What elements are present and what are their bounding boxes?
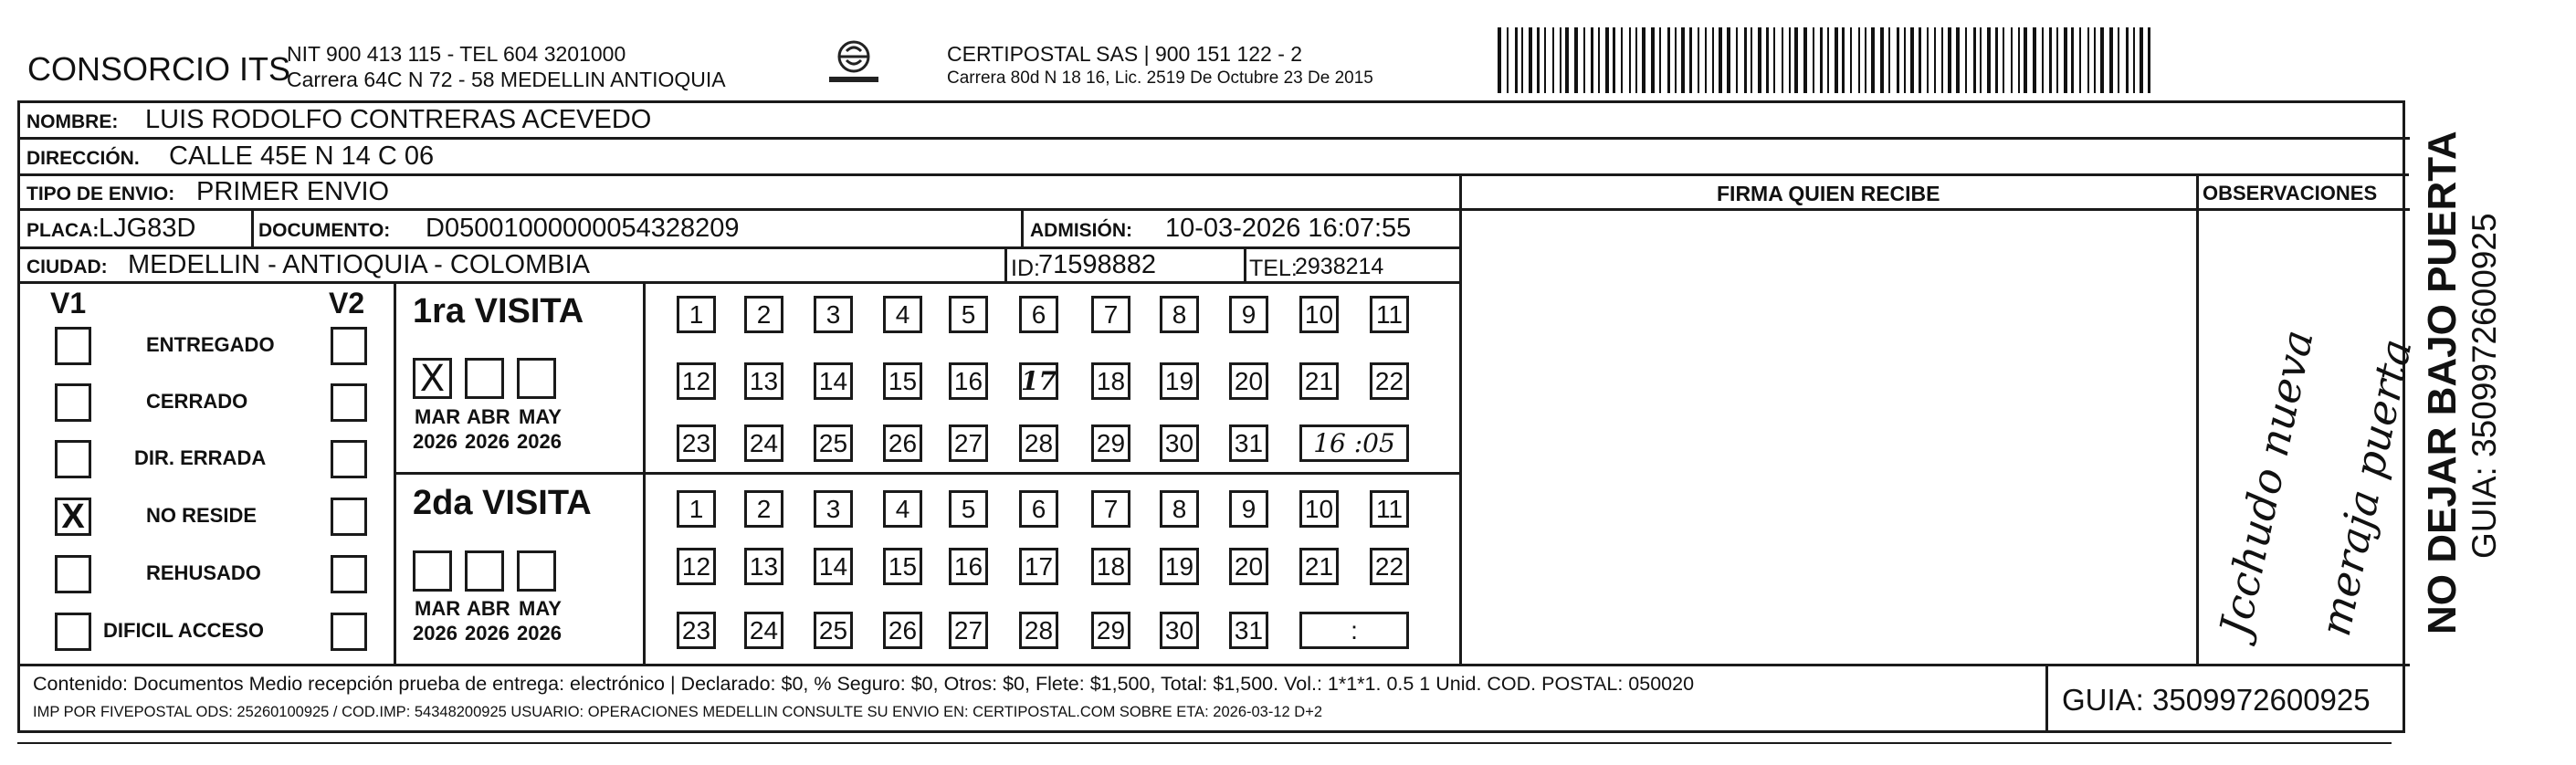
visit1-day-box[interactable]: 27 xyxy=(949,424,988,462)
visit1-day-box[interactable]: 13 xyxy=(744,362,783,400)
visit1-day-box[interactable]: 2 xyxy=(744,296,783,333)
document-label: DOCUMENTO: xyxy=(258,220,391,241)
admission-value: 10-03-2026 16:07:55 xyxy=(1165,214,1412,243)
visit1-day-box[interactable]: 8 xyxy=(1160,296,1199,333)
visit1-day-box[interactable]: 21 xyxy=(1299,362,1339,400)
visit2-title: 2da VISITA xyxy=(413,484,592,522)
name-label: NOMBRE: xyxy=(26,111,119,132)
visit2-day-box[interactable]: 18 xyxy=(1091,548,1130,585)
id-value: 71598882 xyxy=(1038,250,1157,279)
visit2-day-box[interactable]: 12 xyxy=(677,548,716,585)
visit1-day-box[interactable]: 4 xyxy=(883,296,922,333)
visit2-day-box[interactable]: 14 xyxy=(814,548,853,585)
visit1-day-box[interactable]: 22 xyxy=(1370,362,1409,400)
status-v2-checkbox[interactable] xyxy=(331,498,367,536)
visit2-year-label: 2026 xyxy=(517,622,562,644)
recipient-name: LUIS RODOLFO CONTRERAS ACEVEDO xyxy=(145,105,652,134)
status-v1-checkbox[interactable] xyxy=(55,613,91,651)
status-v1-checkbox[interactable]: X xyxy=(55,498,91,536)
visit1-day-box[interactable]: 16 xyxy=(949,362,988,400)
city-label: CIUDAD: xyxy=(26,257,108,278)
visit2-day-box[interactable]: 10 xyxy=(1299,490,1339,528)
tel-label: TEL: xyxy=(1249,256,1298,281)
visit1-day-box[interactable]: 19 xyxy=(1160,362,1199,400)
visit2-day-box[interactable]: 26 xyxy=(883,612,922,649)
side-warning: NO DEJAR BAJO PUERTA xyxy=(2420,131,2465,634)
visit2-day-box[interactable]: 1 xyxy=(677,490,716,528)
visit2-day-box[interactable]: 2 xyxy=(744,490,783,528)
visit2-month-label: MAY xyxy=(519,597,562,620)
visit2-day-box[interactable]: 17 xyxy=(1019,548,1058,585)
visit1-day-box[interactable]: 30 xyxy=(1160,424,1199,462)
visit1-day-box[interactable]: 31 xyxy=(1229,424,1268,462)
visit1-day-box[interactable]: 5 xyxy=(949,296,988,333)
admission-label: ADMISIÓN: xyxy=(1030,220,1132,241)
visit2-day-box[interactable]: 8 xyxy=(1160,490,1199,528)
status-v2-checkbox[interactable] xyxy=(331,327,367,365)
status-label: ENTREGADO xyxy=(146,333,275,356)
visit1-day-box[interactable]: 1 xyxy=(677,296,716,333)
visit1-day-box[interactable]: 20 xyxy=(1229,362,1268,400)
visit2-month-checkbox[interactable] xyxy=(517,550,556,592)
status-label: DIFICIL ACCESO xyxy=(103,619,265,642)
company-line1: NIT 900 413 115 - TEL 604 3201000 xyxy=(287,42,626,66)
visit1-year-label: 2026 xyxy=(517,430,562,453)
id-label: ID: xyxy=(1011,256,1040,281)
visit1-day-box[interactable]: 28 xyxy=(1019,424,1058,462)
status-v2-checkbox[interactable] xyxy=(331,383,367,422)
visit2-day-box[interactable]: 7 xyxy=(1091,490,1130,528)
visit2-day-box[interactable]: 13 xyxy=(744,548,783,585)
footer-line1: Contenido: Documentos Medio recepción prueba de entrega: electrónico | Declarado: $0, % Seguro: $0, Otros: $0, Flete: $1,500, Total: $1,500. Vol.: 1*1*1. 0.5 1 Unid. COD. POSTAL: 050020 xyxy=(33,673,1695,695)
status-label: REHUSADO xyxy=(146,561,261,584)
visit2-month-label: MAR xyxy=(415,597,461,620)
visit1-day-box[interactable]: 6 xyxy=(1019,296,1058,333)
visit2-day-box[interactable]: 22 xyxy=(1370,548,1409,585)
visit1-day-box[interactable]: 15 xyxy=(883,362,922,400)
signature-area[interactable] xyxy=(1462,211,2194,663)
visit1-month-label: MAR xyxy=(415,405,461,428)
status-label: NO RESIDE xyxy=(146,504,258,527)
visit1-day-box[interactable]: 17 xyxy=(1019,362,1058,400)
visit2-year-label: 2026 xyxy=(413,622,457,644)
visit2-day-box[interactable]: 23 xyxy=(677,612,716,649)
visit2-day-box[interactable]: 30 xyxy=(1160,612,1199,649)
visit1-day-box[interactable]: 24 xyxy=(744,424,783,462)
visit2-day-box[interactable]: 31 xyxy=(1229,612,1268,649)
visit2-day-box[interactable]: 15 xyxy=(883,548,922,585)
visit2-year-label: 2026 xyxy=(465,622,510,644)
visit2-month-label: ABR xyxy=(467,597,510,620)
v1-label: V1 xyxy=(50,287,87,320)
document-value: D05001000000054328209 xyxy=(426,214,740,243)
logo-icon xyxy=(822,37,886,91)
visit2-day-box[interactable]: 3 xyxy=(814,490,853,528)
status-v1-checkbox[interactable] xyxy=(55,440,91,478)
visit2-day-box[interactable]: 4 xyxy=(883,490,922,528)
visit1-day-box[interactable]: 29 xyxy=(1091,424,1130,462)
visit2-day-box[interactable]: 11 xyxy=(1370,490,1409,528)
visit1-day-box[interactable]: 12 xyxy=(677,362,716,400)
visit1-month-checkbox[interactable]: X xyxy=(413,358,452,399)
company-line2: Carrera 64C N 72 - 58 MEDELLIN ANTIOQUIA xyxy=(287,68,726,91)
visit1-day-box[interactable]: 14 xyxy=(814,362,853,400)
visit2-day-box[interactable]: 29 xyxy=(1091,612,1130,649)
status-label: DIR. ERRADA xyxy=(134,446,267,469)
status-label: CERRADO xyxy=(146,390,248,413)
observations-handwriting-2: meraja puerta xyxy=(2310,334,2422,641)
visit1-month-label: MAY xyxy=(519,405,562,428)
visit2-day-box[interactable]: 24 xyxy=(744,612,783,649)
visit1-month-checkbox[interactable] xyxy=(465,358,504,399)
visit1-time-box[interactable]: 16 :05 xyxy=(1299,424,1409,462)
certipostal-logo xyxy=(822,37,886,91)
footer-line2: IMP POR FIVEPOSTAL ODS: 25260100925 / COD.IMP: 54348200925 USUARIO: OPERACIONES MEDELLIN CONSULTE SU ENVIO EN: CERTIPOSTAL.COM SOBRE ETA: 2026-03-12 D+2 xyxy=(33,704,1323,720)
visit1-day-box[interactable]: 3 xyxy=(814,296,853,333)
shipment-type: PRIMER ENVIO xyxy=(196,177,390,206)
visit2-day-box[interactable]: 6 xyxy=(1019,490,1058,528)
barcode-graphic xyxy=(1498,27,2160,93)
visit2-day-box[interactable]: 20 xyxy=(1229,548,1268,585)
carrier-line2: Carrera 80d N 18 16, Lic. 2519 De Octubre 23 De 2015 xyxy=(947,68,1373,88)
address-label: DIRECCIÓN. xyxy=(26,148,140,169)
barcode xyxy=(1498,27,2160,93)
visit1-day-box[interactable]: 9 xyxy=(1229,296,1268,333)
footer-guide: GUIA: 3509972600925 xyxy=(2062,683,2371,717)
visit2-day-box[interactable]: 19 xyxy=(1160,548,1199,585)
status-v2-checkbox[interactable] xyxy=(331,555,367,593)
visit2-month-checkbox[interactable] xyxy=(465,550,504,592)
visit2-day-box[interactable]: 27 xyxy=(949,612,988,649)
city-value: MEDELLIN - ANTIOQUIA - COLOMBIA xyxy=(128,250,590,279)
status-v1-checkbox[interactable] xyxy=(55,327,91,365)
company-name: CONSORCIO ITS xyxy=(27,50,291,88)
v2-label: V2 xyxy=(329,287,365,320)
status-v1-checkbox[interactable] xyxy=(55,555,91,593)
visit1-day-box[interactable]: 10 xyxy=(1299,296,1339,333)
visit1-month-label: ABR xyxy=(467,405,510,428)
status-v2-checkbox[interactable] xyxy=(331,440,367,478)
visit1-month-checkbox[interactable] xyxy=(517,358,556,399)
signature-header: FIRMA QUIEN RECIBE xyxy=(1717,182,1940,205)
visit2-day-box[interactable]: 9 xyxy=(1229,490,1268,528)
visit1-year-label: 2026 xyxy=(413,430,457,453)
recipient-address: CALLE 45E N 14 C 06 xyxy=(169,141,435,171)
visit2-time-box[interactable]: : xyxy=(1299,612,1409,649)
visit1-day-box[interactable]: 25 xyxy=(814,424,853,462)
visit1-year-label: 2026 xyxy=(465,430,510,453)
observations-header: OBSERVACIONES xyxy=(2203,182,2378,204)
visit1-day-box[interactable]: 26 xyxy=(883,424,922,462)
observations-handwriting-1: Jcchudo nueva xyxy=(2210,325,2323,641)
carrier-line1: CERTIPOSTAL SAS | 900 151 122 - 2 xyxy=(947,42,1303,66)
visit1-title: 1ra VISITA xyxy=(413,292,584,330)
visit2-day-box[interactable]: 25 xyxy=(814,612,853,649)
visit1-day-box[interactable]: 23 xyxy=(677,424,716,462)
side-guide: GUIA: 3509972600925 xyxy=(2466,213,2503,559)
visit2-day-box[interactable]: 5 xyxy=(949,490,988,528)
tel-value: 2938214 xyxy=(1295,254,1384,279)
status-v2-checkbox[interactable] xyxy=(331,613,367,651)
type-label: TIPO DE ENVIO: xyxy=(26,183,175,204)
visit2-day-box[interactable]: 28 xyxy=(1019,612,1058,649)
plate-value: LJG83D xyxy=(99,214,196,243)
visit2-month-checkbox[interactable] xyxy=(413,550,452,592)
visit2-day-box[interactable]: 16 xyxy=(949,548,988,585)
visit1-day-box[interactable]: 11 xyxy=(1370,296,1409,333)
visit2-day-box[interactable]: 21 xyxy=(1299,548,1339,585)
visit1-day-box[interactable]: 18 xyxy=(1091,362,1130,400)
visit1-day-box[interactable]: 7 xyxy=(1091,296,1130,333)
plate-label: PLACA: xyxy=(26,220,100,241)
status-v1-checkbox[interactable] xyxy=(55,383,91,422)
